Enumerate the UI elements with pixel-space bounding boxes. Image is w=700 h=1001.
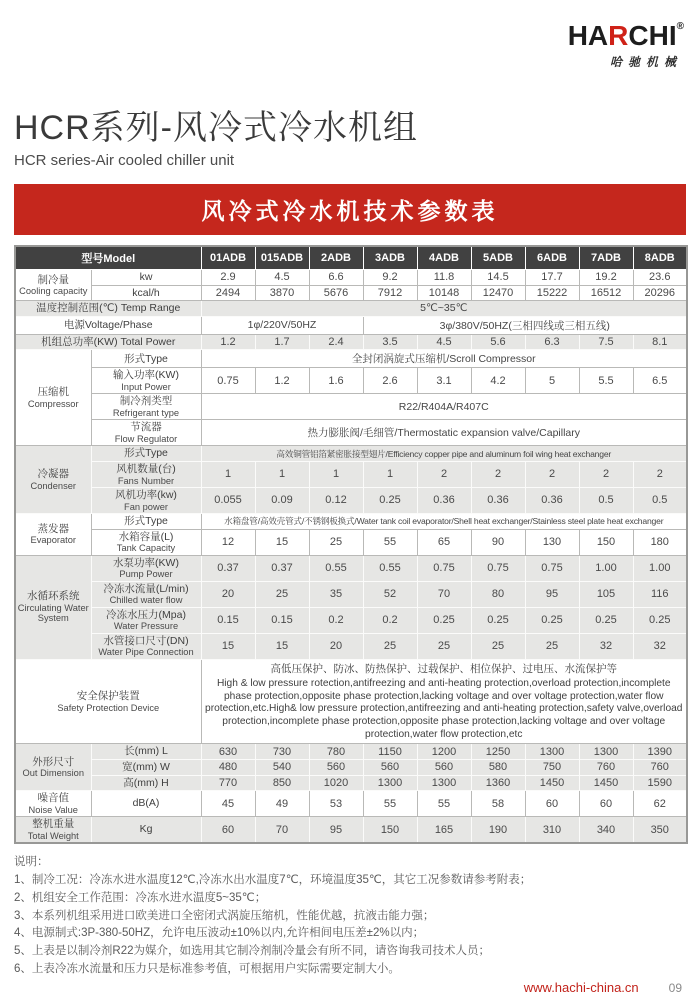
value-cell: 3870 [255,285,309,301]
model-column-header: 8ADB [633,246,687,270]
value-cell: 1450 [525,775,579,791]
value-cell: 1250 [471,744,525,760]
group-label-en: Condenser [30,480,76,491]
group-label-zh: 水循环系统 [27,590,80,603]
span-value-cell: 热力膨胀阀/毛细管/Thermostatic expansion valve/Capillary [201,420,687,446]
notes-section [14,854,686,979]
table-row [15,529,687,555]
page-footer [524,980,682,995]
value-cell: 0.75 [417,555,471,581]
brand-left: HA [567,20,609,51]
value-cell: 3.5 [363,334,417,350]
table-row [15,817,687,844]
row-label-cell [91,446,201,462]
split-value-cell: 3φ/380V/50HZ(三相四线或三相五线) [363,316,687,334]
value-cell: 0.55 [363,555,417,581]
row-label-cell [91,759,201,775]
value-cell: 0.37 [255,555,309,581]
table-row [15,394,687,420]
table-body [15,270,687,844]
value-cell: 1300 [417,775,471,791]
row-label-cell [91,581,201,607]
table-row [15,350,687,368]
value-cell: 340 [579,817,633,844]
value-cell: 9.2 [363,270,417,286]
group-label-en: Compressor [27,398,79,409]
table-row [15,659,687,744]
note-line: 4、电源制式:3P-380-50HZ，允许电压波动±10%以内,允许相间电压差±2%以内； [14,927,425,940]
row-label-zh: 水箱容量(L) [118,530,174,543]
row-label: 机组总功率(KW) Total Power [41,335,176,348]
row-label-cell [91,394,201,420]
row-label-cell [91,368,201,394]
value-cell: 1 [255,461,309,487]
value-cell: 2 [633,461,687,487]
row-label: 形式Type [124,447,168,460]
value-cell: 0.25 [525,607,579,633]
value-cell: 20 [201,581,255,607]
value-cell: 310 [525,817,579,844]
row-label-cell [15,334,201,350]
value-cell: 0.5 [633,487,687,513]
value-cell: 2494 [201,285,255,301]
row-label-cell [91,350,201,368]
value-cell: 90 [471,529,525,555]
value-cell: 70 [417,581,471,607]
registered-mark-icon: ® [676,21,684,32]
row-label-en: Fans Number [117,475,175,486]
value-cell: 4.5 [255,270,309,286]
table-row [15,285,687,301]
value-cell: 1 [201,461,255,487]
value-cell: 0.2 [309,607,363,633]
value-cell: 540 [255,759,309,775]
value-cell: 65 [417,529,471,555]
model-header-row [15,246,687,270]
table-row [15,301,687,317]
row-label-cell [91,529,201,555]
value-cell: 58 [471,791,525,817]
safety-text-cell [201,659,687,744]
value-cell: 1.7 [255,334,309,350]
value-cell: 5.5 [579,368,633,394]
value-cell: 0.055 [201,487,255,513]
note-line: 3、本系列机组采用进口欧美进口全密闭式涡旋压缩机，性能优越，抗液击能力强； [14,909,435,922]
row-label-en: Input Power [121,381,171,392]
value-cell: 2 [579,461,633,487]
value-cell: 0.36 [417,487,471,513]
model-column-header: 6ADB [525,246,579,270]
value-cell: 25 [525,633,579,659]
value-cell: 105 [579,581,633,607]
safety-text-en: High & low pressure rotection,antifreezing and anti-heating protection,overload protection,incomplete phase protection,opposite phase protection,lacking voltage and over voltage protection,water flow protection,etc.High& low pressure protection,antifreezing and anti-heating protection,safety valve,overload protection,incomplete phase protection,opposite phase protection,lacking voltage and over voltage protection,water flow protection,etc [205,677,683,741]
value-cell: 1.00 [633,555,687,581]
value-cell: 0.25 [471,607,525,633]
value-cell: 560 [363,759,417,775]
page-number: 09 [668,981,682,995]
value-cell: 5 [525,368,579,394]
value-cell: 350 [633,817,687,844]
value-cell: 730 [255,744,309,760]
value-cell: 190 [471,817,525,844]
value-cell: 25 [255,581,309,607]
row-label: 电源Voltage/Phase [63,318,153,331]
value-cell: 60 [579,791,633,817]
value-cell: 180 [633,529,687,555]
row-label-zh: 风机功率(kw) [115,488,177,501]
value-cell: 11.8 [417,270,471,286]
value-cell: 25 [471,633,525,659]
group-cell [15,817,91,844]
value-cell: 1.2 [255,368,309,394]
row-label-cell [91,285,201,301]
value-cell: 15 [255,633,309,659]
split-value-cell: 1φ/220V/50HZ [201,316,363,334]
table-row [15,581,687,607]
value-cell: 630 [201,744,255,760]
value-cell: 5676 [309,285,363,301]
value-cell: 2.4 [309,334,363,350]
row-label-en: Tank Capacity [116,543,176,554]
value-cell: 0.36 [525,487,579,513]
row-label-cell [91,270,201,286]
model-column-header: 01ADB [201,246,255,270]
model-column-header: 2ADB [309,246,363,270]
value-cell: 95 [525,581,579,607]
brand-wordmark [568,22,684,50]
safety-text-zh: 高低压保护、防冰、防热保护、过载保护、相位保护、过电压、水流保护等 [270,662,617,675]
group-label-zh: 蒸发器 [37,522,69,535]
table-row [15,633,687,659]
table-row [15,555,687,581]
value-cell: 0.25 [579,607,633,633]
value-cell: 116 [633,581,687,607]
table-row [15,461,687,487]
brand-right: CHI [628,20,677,51]
row-label-cell [15,316,201,334]
section-banner: 风冷式冷水机技术参数表 [14,184,686,235]
row-label-zh: 水管接口尺寸(DN) [103,634,189,647]
value-cell: 0.75 [471,555,525,581]
value-cell: 0.2 [363,607,417,633]
row-label-zh: 输入功率(KW) [113,369,179,382]
value-cell: 12 [201,529,255,555]
row-label: 温度控制范围(℃) Temp Range [36,302,181,315]
value-cell: 12470 [471,285,525,301]
value-cell: 15 [201,633,255,659]
value-cell: 2 [417,461,471,487]
value-cell: 6.5 [633,368,687,394]
value-cell: 2 [525,461,579,487]
value-cell: 0.5 [579,487,633,513]
group-cell [15,446,91,514]
value-cell: 6.6 [309,270,363,286]
value-cell: 80 [471,581,525,607]
span-value-cell: R22/R404A/R407C [201,394,687,420]
value-cell: 0.75 [525,555,579,581]
value-cell: 15 [255,529,309,555]
table-row [15,791,687,817]
value-cell: 0.55 [309,555,363,581]
row-label-en: Water Pressure [113,621,179,632]
value-cell: 45 [201,791,255,817]
row-label-cell [91,513,201,529]
value-cell: 5.6 [471,334,525,350]
group-label-en: Circulating Water System [17,602,89,624]
value-cell: 560 [417,759,471,775]
value-cell: 0.36 [471,487,525,513]
value-cell: 1450 [579,775,633,791]
row-label-cell [91,775,201,791]
value-cell: 62 [633,791,687,817]
row-label: Kg [139,823,153,836]
value-cell: 0.15 [255,607,309,633]
model-column-header: 3ADB [363,246,417,270]
span-value-cell: 水箱盘管/高效壳管式/不锈钢板换式/Water tank coil evaporator/Shell heat exchanger/Stainless steel plate heat exchanger [201,513,687,529]
value-cell: 0.75 [201,368,255,394]
value-cell: 150 [363,817,417,844]
value-cell: 150 [579,529,633,555]
span-value-cell: 全封闭涡旋式压缩机/Scroll Compressor [201,350,687,368]
website-link[interactable]: www.hachi-china.cn [523,980,639,995]
value-cell: 1300 [363,775,417,791]
row-label-en: Water Pipe Connection [98,647,194,658]
table-row [15,368,687,394]
value-cell: 70 [255,817,309,844]
brand-red-letter: R [608,20,629,51]
row-label-cell [91,607,201,633]
row-label-en: Pump Power [119,569,173,580]
value-cell: 2 [471,461,525,487]
value-cell: 15222 [525,285,579,301]
table-row [15,446,687,462]
span-value-cell: 高效铜管铝箔紧密胀接型翅片/Efficiency copper pipe and aluminum foil wing heat exchanger [201,446,687,462]
value-cell: 760 [633,759,687,775]
table-head [15,246,687,270]
value-cell: 55 [363,791,417,817]
value-cell: 3.1 [417,368,471,394]
row-label-cell [91,791,201,817]
value-cell: 20 [309,633,363,659]
model-column-header: 015ADB [255,246,309,270]
row-label: 形式Type [124,514,168,527]
value-cell: 480 [201,759,255,775]
value-cell: 165 [417,817,471,844]
value-cell: 4.5 [417,334,471,350]
row-label-cell [91,555,201,581]
value-cell: 4.2 [471,368,525,394]
notes-heading: 说明： [14,856,49,869]
row-label-cell [15,659,201,744]
value-cell: 95 [309,817,363,844]
group-label-en: Evaporator [30,535,76,546]
group-cell [15,350,91,446]
value-cell: 10148 [417,285,471,301]
table-row [15,513,687,529]
value-cell: 1300 [525,744,579,760]
group-label-zh: 压缩机 [37,386,69,399]
value-cell: 35 [309,581,363,607]
value-cell: 2.6 [363,368,417,394]
group-cell [15,513,91,555]
row-label-zh: 风机数量(台) [116,462,176,475]
value-cell: 0.25 [417,607,471,633]
note-line: 1、制冷工况：冷冻水进水温度12℃,冷冻水出水温度7℃，环境温度35℃，其它工况参数请参考附表； [14,873,532,886]
row-label-zh: 水泵功率(KW) [113,556,179,569]
group-cell [15,270,91,301]
value-cell: 55 [417,791,471,817]
row-label-en: Flow Regulator [114,433,178,444]
value-cell: 760 [579,759,633,775]
spec-table [14,245,688,844]
page-title: HCR系列-风冷式冷水机组 [14,109,418,147]
row-label-zh: 冷冻水流量(L/min) [103,582,189,595]
row-label: dB(A) [132,797,160,810]
brand-logo [568,22,684,70]
value-cell: 6.3 [525,334,579,350]
model-column-header: 7ADB [579,246,633,270]
group-cell [15,744,91,791]
table-row [15,487,687,513]
value-cell: 770 [201,775,255,791]
group-cell [15,555,91,659]
value-cell: 1390 [633,744,687,760]
model-header-cell: 型号Model [15,246,201,270]
value-cell: 1.00 [579,555,633,581]
row-label-zh: 节流器 [130,421,162,434]
table-row [15,316,687,334]
value-cell: 25 [363,633,417,659]
value-cell: 7912 [363,285,417,301]
value-cell: 1360 [471,775,525,791]
group-label-zh: 噪音值 [37,792,69,805]
row-label: kw [139,271,153,283]
value-cell: 60 [201,817,255,844]
group-label-en: Out Dimension [22,768,84,779]
value-cell: 2.9 [201,270,255,286]
value-cell: 32 [633,633,687,659]
value-cell: 8.1 [633,334,687,350]
value-cell: 850 [255,775,309,791]
note-line: 2、机组安全工作范围：冷冻水进水温度5~35℃； [14,891,267,904]
value-cell: 750 [525,759,579,775]
group-label-en: Total Weight [27,830,79,841]
value-cell: 49 [255,791,309,817]
table-row [15,270,687,286]
span-value-cell: 5℃~35℃ [201,301,687,317]
model-column-header: 5ADB [471,246,525,270]
value-cell: 20296 [633,285,687,301]
group-label-en: Cooling capacity [19,286,88,297]
value-cell: 780 [309,744,363,760]
table-row [15,420,687,446]
value-cell: 0.25 [363,487,417,513]
value-cell: 1300 [579,744,633,760]
note-line: 6、上表冷冻水流量和压力只是标准参考值，可根据用户实际需要定制大小。 [14,962,400,975]
row-label-en: Refrigerant type [112,407,180,418]
note-line: 5、上表是以制冷剂R22为媒介，如选用其它制冷剂制冷量会有所不同，请咨询我司技术人员； [14,945,490,958]
row-label-en: Fan power [124,501,168,512]
row-label: 高(mm) H [123,776,169,789]
row-label-en: Safety Protection Device [57,702,160,713]
row-label-cell [15,301,201,317]
row-label: kcal/h [132,286,160,299]
value-cell: 60 [525,791,579,817]
value-cell: 0.25 [633,607,687,633]
row-label-cell [91,817,201,844]
value-cell: 7.5 [579,334,633,350]
value-cell: 0.37 [201,555,255,581]
row-label: 长(mm) L [124,745,168,758]
value-cell: 19.2 [579,270,633,286]
table-row [15,775,687,791]
row-label-cell [91,744,201,760]
value-cell: 16512 [579,285,633,301]
row-label: 宽(mm) W [122,760,170,773]
row-label-en: Chilled water flow [109,595,183,606]
table-row [15,759,687,775]
row-label: 形式Type [124,352,168,365]
group-label-zh: 外形尺寸 [32,755,75,768]
value-cell: 1150 [363,744,417,760]
page-subtitle: HCR series-Air cooled chiller unit [14,152,235,169]
table-row [15,607,687,633]
value-cell: 55 [363,529,417,555]
value-cell: 130 [525,529,579,555]
value-cell: 1 [309,461,363,487]
value-cell: 1590 [633,775,687,791]
model-column-header: 4ADB [417,246,471,270]
group-label-zh: 制冷量 [37,273,69,286]
value-cell: 53 [309,791,363,817]
group-label-zh: 冷凝器 [37,468,69,481]
value-cell: 14.5 [471,270,525,286]
value-cell: 23.6 [633,270,687,286]
value-cell: 52 [363,581,417,607]
value-cell: 32 [579,633,633,659]
table-row [15,744,687,760]
value-cell: 1.6 [309,368,363,394]
group-cell [15,791,91,817]
value-cell: 1020 [309,775,363,791]
row-label-zh: 冷冻水压力(Mpa) [106,608,186,621]
row-label-cell [91,461,201,487]
value-cell: 25 [309,529,363,555]
row-label-cell [91,420,201,446]
value-cell: 0.12 [309,487,363,513]
group-label-en: Noise Value [28,804,78,815]
value-cell: 580 [471,759,525,775]
value-cell: 25 [417,633,471,659]
brand-chinese-name: 哈驰机械 [609,55,682,69]
table-row [15,334,687,350]
value-cell: 0.15 [201,607,255,633]
value-cell: 1.2 [201,334,255,350]
row-label-cell [91,487,201,513]
value-cell: 0.09 [255,487,309,513]
value-cell: 1200 [417,744,471,760]
value-cell: 17.7 [525,270,579,286]
value-cell: 1 [363,461,417,487]
value-cell: 560 [309,759,363,775]
row-label-zh: 制冷剂类型 [119,395,173,408]
row-label-cell [91,633,201,659]
group-label-zh: 整机重量 [32,818,75,831]
row-label-zh: 安全保护装置 [76,689,140,702]
